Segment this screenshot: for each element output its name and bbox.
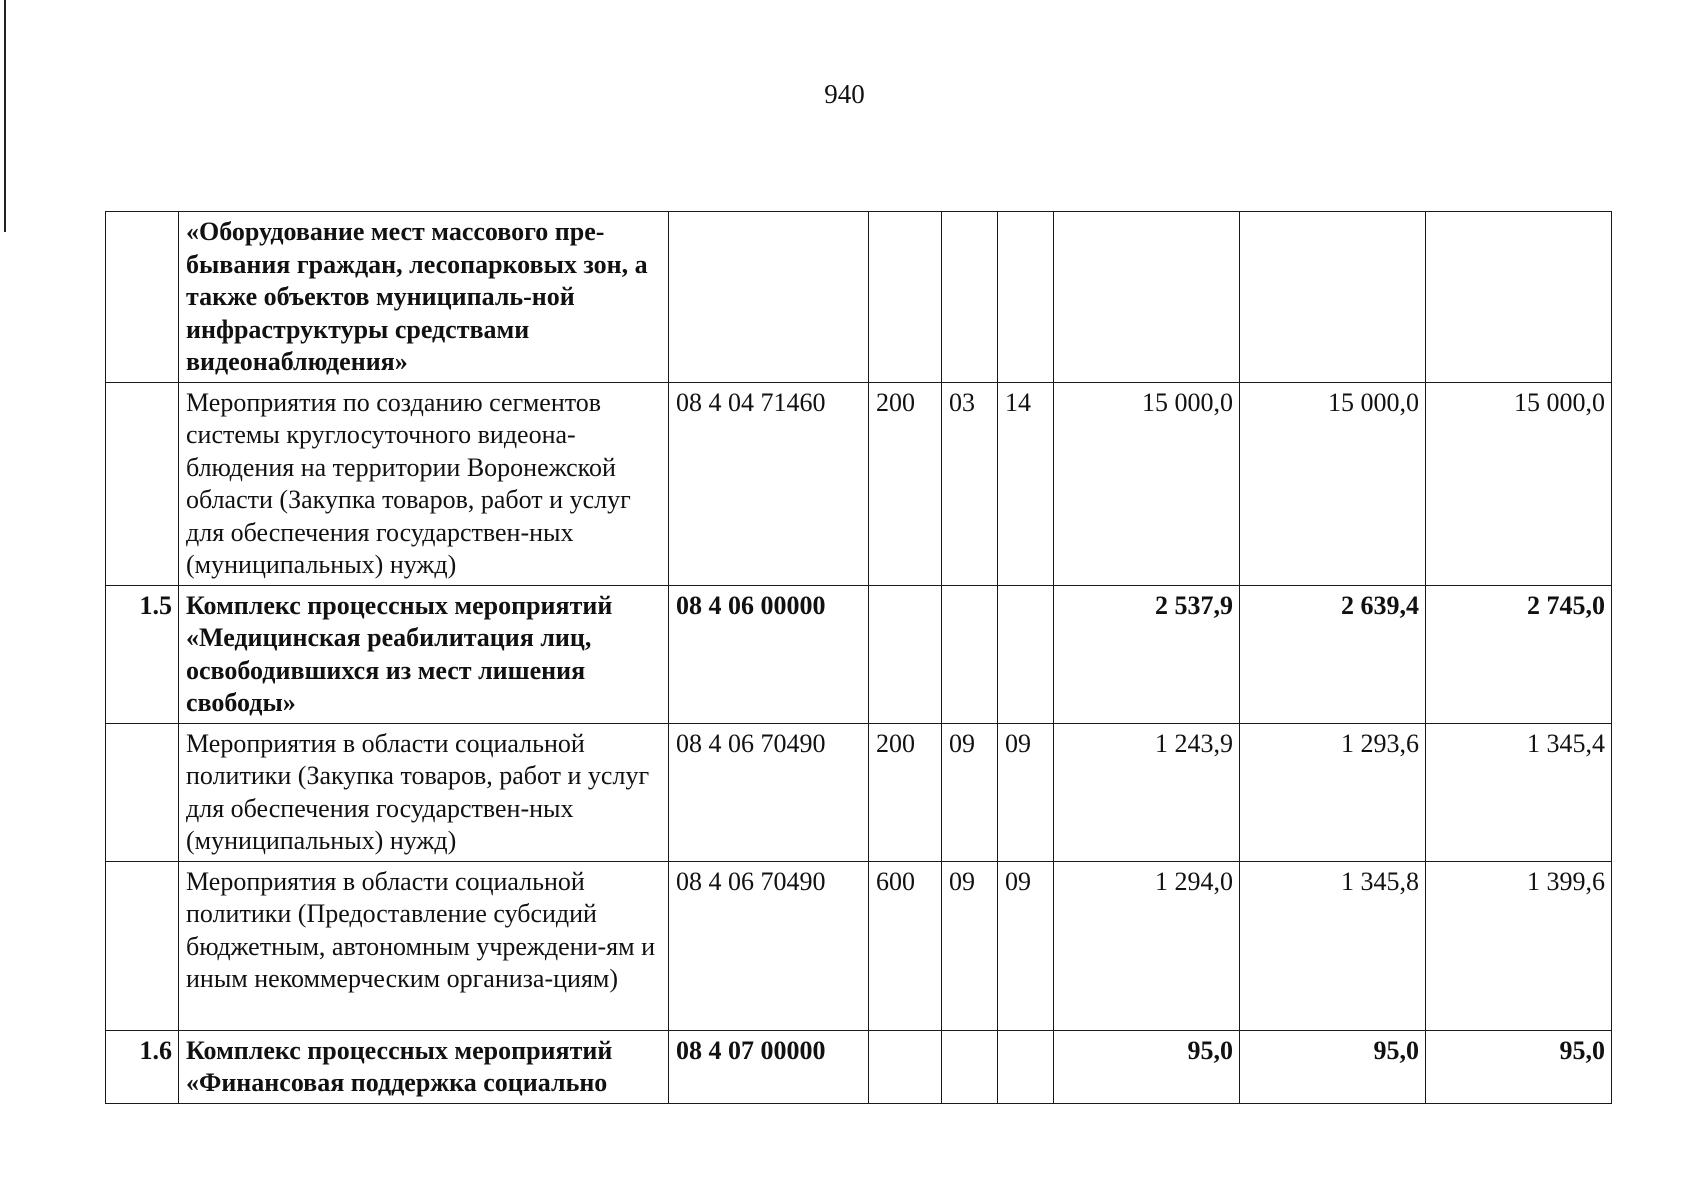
amount-year-2: 2 639,4	[1240, 585, 1426, 723]
target-article-code: 08 4 06 70490	[669, 861, 869, 1030]
amount-year-2: 1 345,8	[1240, 861, 1426, 1030]
section-code	[942, 1030, 998, 1103]
amount-year-1: 95,0	[1054, 1030, 1240, 1103]
expense-type-code: 200	[869, 723, 942, 861]
amount-year-1: 1 294,0	[1054, 861, 1240, 1030]
target-article-code: 08 4 06 00000	[669, 585, 869, 723]
expense-type-code: 600	[869, 861, 942, 1030]
subsection-code	[998, 212, 1054, 383]
amount-year-3: 1 399,6	[1426, 861, 1612, 1030]
section-code: 03	[942, 382, 998, 585]
amount-year-1: 2 537,9	[1054, 585, 1240, 723]
target-article-code: 08 4 06 70490	[669, 723, 869, 861]
row-index	[106, 382, 179, 585]
row-name: Комплекс процессных мероприятий «Финансовая поддержка социально	[179, 1030, 669, 1103]
table-row	[106, 382, 1612, 585]
section-code: 09	[942, 861, 998, 1030]
row-name: Комплекс процессных мероприятий «Медицинская реабилитация лиц, освободившихся из мест лишения свободы»	[179, 585, 669, 723]
amount-year-3: 2 745,0	[1426, 585, 1612, 723]
section-code: 09	[942, 723, 998, 861]
subsection-code: 14	[998, 382, 1054, 585]
budget-table	[105, 211, 1612, 1104]
amount-year-1: 15 000,0	[1054, 382, 1240, 585]
table-row	[106, 212, 1612, 383]
amount-year-2: 95,0	[1240, 1030, 1426, 1103]
amount-year-3: 95,0	[1426, 1030, 1612, 1103]
section-code	[942, 212, 998, 383]
subsection-code	[998, 1030, 1054, 1103]
row-index: 1.6	[106, 1030, 179, 1103]
page-number: 940	[824, 79, 865, 109]
row-index	[106, 212, 179, 383]
row-name: Мероприятия в области социальной политики (Предоставление субсидий бюджетным, автономным учреждени-ям и иным некоммерческим организа-циям)	[179, 861, 669, 1030]
table-row	[106, 861, 1612, 1030]
amount-year-2: 1 293,6	[1240, 723, 1426, 861]
amount-year-1	[1054, 212, 1240, 383]
amount-year-2: 15 000,0	[1240, 382, 1426, 585]
scan-edge-line	[4, 0, 6, 232]
target-article-code: 08 4 07 00000	[669, 1030, 869, 1103]
table-row	[106, 723, 1612, 861]
row-name: «Оборудование мест массового пре-бывания граждан, лесопарковых зон, а также объектов муниципаль-ной инфраструктуры средствами видеонаблюдения»	[179, 212, 669, 383]
subsection-code: 09	[998, 861, 1054, 1030]
amount-year-3: 1 345,4	[1426, 723, 1612, 861]
subsection-code	[998, 585, 1054, 723]
row-name: Мероприятия в области социальной политики (Закупка товаров, работ и услуг для обеспечения государствен-ных (муниципальных) нужд)	[179, 723, 669, 861]
row-name: Мероприятия по созданию сегментов системы круглосуточного видеона-блюдения на территории Воронежской области (Закупка товаров, работ и услуг для обеспечения государствен-ных (муниципальных) нужд)	[179, 382, 669, 585]
expense-type-code	[869, 212, 942, 383]
subsection-code: 09	[998, 723, 1054, 861]
amount-year-3: 15 000,0	[1426, 382, 1612, 585]
amount-year-3	[1426, 212, 1612, 383]
target-article-code	[669, 212, 869, 383]
section-code	[942, 585, 998, 723]
row-index: 1.5	[106, 585, 179, 723]
expense-type-code	[869, 585, 942, 723]
amount-year-1: 1 243,9	[1054, 723, 1240, 861]
target-article-code: 08 4 04 71460	[669, 382, 869, 585]
row-index	[106, 861, 179, 1030]
table-row	[106, 585, 1612, 723]
amount-year-2	[1240, 212, 1426, 383]
table-row	[106, 1030, 1612, 1103]
expense-type-code	[869, 1030, 942, 1103]
expense-type-code: 200	[869, 382, 942, 585]
row-index	[106, 723, 179, 861]
